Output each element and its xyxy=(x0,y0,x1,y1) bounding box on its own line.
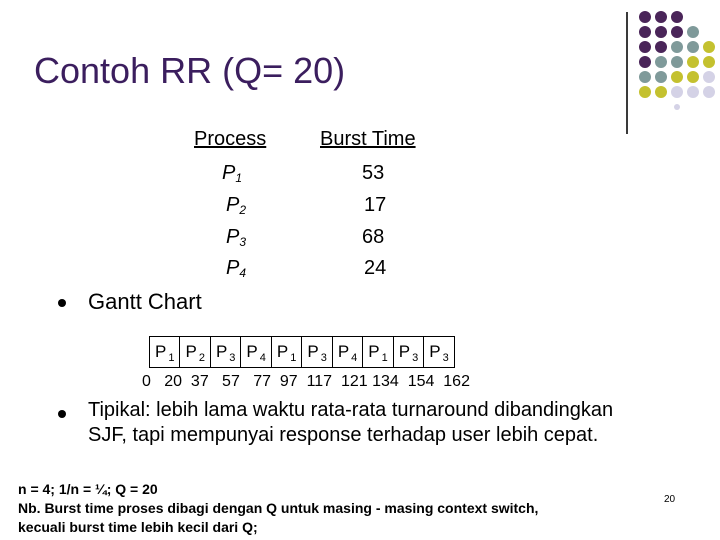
process-name: $P_2$ xyxy=(226,194,247,217)
header-burst-time: Burst Time xyxy=(320,128,416,150)
rr-characteristics-text: Tipikal: lebih lama waktu rata-rata turnaround dibandingkan SJF, tapi mempunyai response terhadap user lebih cepat. xyxy=(88,399,614,446)
gantt-chart-label: Gantt Chart xyxy=(88,289,202,314)
gantt-cell: P $_3$ xyxy=(394,337,424,367)
bullet-icon xyxy=(58,299,66,307)
gantt-time-axis: 0 20 37 57 77 97 117 121 134 154 162 xyxy=(142,373,470,390)
slide-title: Contoh RR (Q= 20) xyxy=(34,50,346,91)
page-number: 20 xyxy=(664,494,676,505)
gantt-cell: P $_1$ xyxy=(272,337,302,367)
burst-value: 17 xyxy=(364,194,387,216)
process-name: $P_4$ xyxy=(226,257,247,280)
burst-value: 53 xyxy=(362,162,385,184)
burst-value: 68 xyxy=(362,226,385,248)
gantt-cell: P $_1$ xyxy=(150,337,180,367)
gantt-cell: P $_3$ xyxy=(302,337,332,367)
gantt-cell: P $_1$ xyxy=(363,337,393,367)
process-name: $P_3$ xyxy=(226,226,247,249)
footnote-line: Nb. Burst time proses dibagi dengan Q untuk masing - masing context switch, xyxy=(18,500,539,516)
header-process: Process xyxy=(194,128,267,150)
divider-line xyxy=(626,12,628,134)
gantt-cell: P $_2$ xyxy=(180,337,210,367)
bullet-icon xyxy=(58,410,66,418)
gantt-chart-box xyxy=(149,336,455,368)
gantt-cell: P $_3$ xyxy=(211,337,241,367)
gantt-cell: P $_3$ xyxy=(429,342,449,364)
gantt-cell: P $_4$ xyxy=(333,337,363,367)
decorative-dot-grid xyxy=(638,10,720,110)
burst-value: 24 xyxy=(364,257,387,279)
gantt-cell: P $_4$ xyxy=(241,337,271,367)
process-name: $P_1$ xyxy=(222,162,243,185)
footnote-line: n = 4; 1/n = ¼; Q = 20 xyxy=(18,481,158,497)
footnote xyxy=(18,480,538,537)
footnote-line: kecuali burst time lebih kecil dari Q; xyxy=(18,519,258,535)
